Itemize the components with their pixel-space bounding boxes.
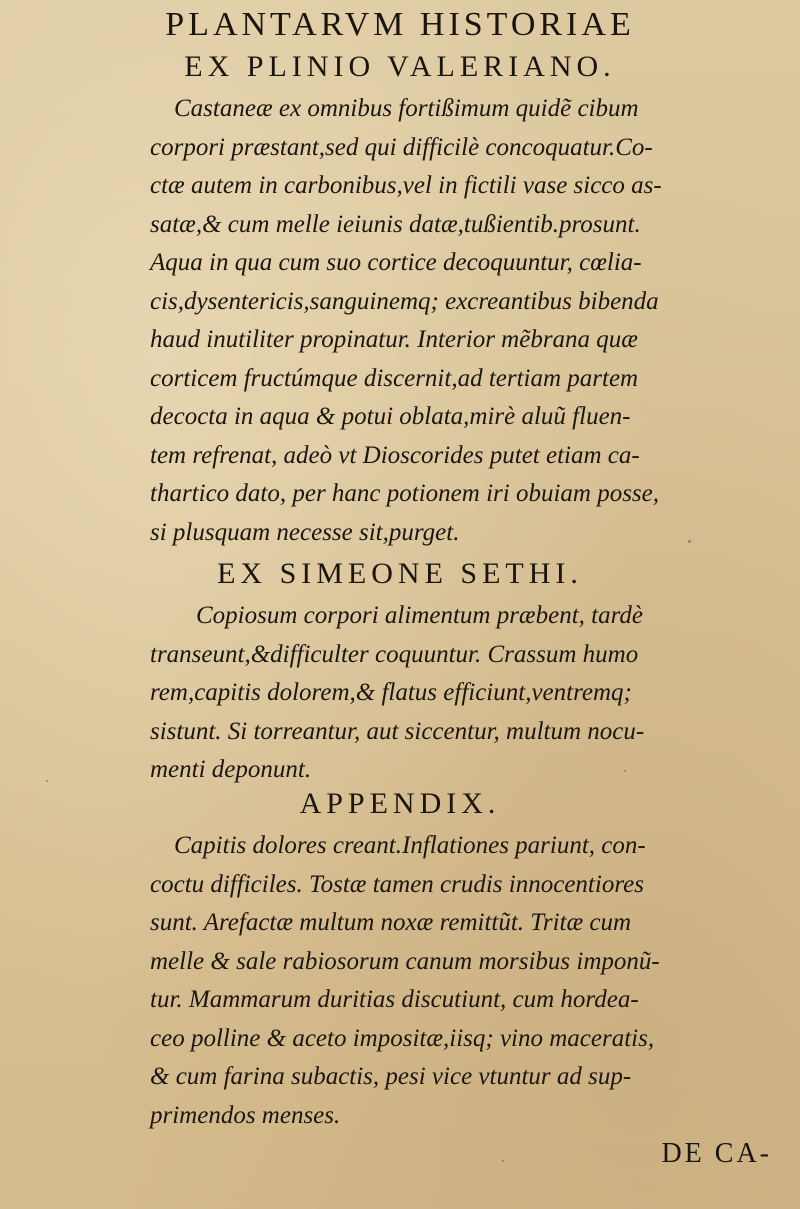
section-text-appendix xyxy=(150,827,790,1135)
section-heading-appendix: APPENDIX. xyxy=(299,787,501,820)
text-line: tur. Mammarum duritias discutiunt, cum hordea- xyxy=(150,986,639,1013)
text-line: decocta in aqua & potui oblata,mirè aluũ fluen- xyxy=(150,403,631,430)
text-line: menti deponunt. xyxy=(150,756,312,783)
text-line: corticem fructúmque discernit,ad tertiam partem xyxy=(150,364,639,392)
text-line: sistunt. Si torreantur, aut siccentur, multum nocu- xyxy=(150,717,645,745)
paper-speck xyxy=(624,770,626,772)
text-line: coctu difficiles. Tostæ tamen crudis innocentiores xyxy=(150,870,644,898)
text-line: satæ,& cum melle ieiunis datæ,tußientib.prosunt. xyxy=(150,210,641,238)
text-line: rem,capitis dolorem,& flatus efficiunt,ventremq; xyxy=(150,679,632,706)
paper-speck xyxy=(46,780,48,782)
text-line: si plusquam necesse sit,purget. xyxy=(150,518,460,546)
text-line: sunt. Arefactæ multum noxæ remittũt. Tritæ cum xyxy=(150,909,632,936)
section-heading-simeone: EX SIMEONE SETHI. xyxy=(217,557,583,590)
text-line: Copiosum corpori alimentum præbent, tardè xyxy=(196,602,643,629)
text-line: corpori præstant,sed qui difficilè concoquatur.Co- xyxy=(150,133,653,161)
text-line: Capitis dolores creant.Inflationes pariunt, con- xyxy=(174,832,646,859)
text-line: Castaneæ ex omnibus fortißimum quidẽ cibum xyxy=(174,95,639,122)
text-line: thartico dato, per hanc potionem iri obuiam posse, xyxy=(150,480,659,507)
text-line: ctæ autem in carbonibus,vel in fictili vase sicco as- xyxy=(150,172,662,199)
paper-speck xyxy=(502,1160,504,1162)
paper-speck xyxy=(688,540,691,543)
section-text-simeone xyxy=(150,597,790,790)
text-line: melle & sale rabiosorum canum morsibus imponũ- xyxy=(150,947,660,975)
text-line: Aqua in qua cum suo cortice decoquuntur, cœlia- xyxy=(150,249,642,276)
text-line: ceo polline & aceto impositæ,iisq; vino maceratis, xyxy=(150,1024,655,1052)
text-line: transeunt,&difficulter coquuntur. Crassum humo xyxy=(150,640,639,668)
text-line: tem refrenat, adeò vt Dioscorides putet etiam ca- xyxy=(150,441,640,469)
section-heading-plinio: EX PLINIO VALERIANO. xyxy=(184,50,616,83)
text-line: primendos menses. xyxy=(150,1101,341,1129)
text-line: & cum farina subactis, pesi vice vtuntur ad sup- xyxy=(150,1063,632,1090)
section-text-plinio xyxy=(150,90,790,552)
text-line: haud inutiliter propinatur. Interior mẽbrana quæ xyxy=(150,326,638,353)
text-line: cis,dysentericis,sanguinemq; excreantibus bibenda xyxy=(150,287,659,315)
running-head: PLANTARVM HISTORIAE xyxy=(165,6,635,43)
catchword: DE CA- xyxy=(661,1138,772,1169)
